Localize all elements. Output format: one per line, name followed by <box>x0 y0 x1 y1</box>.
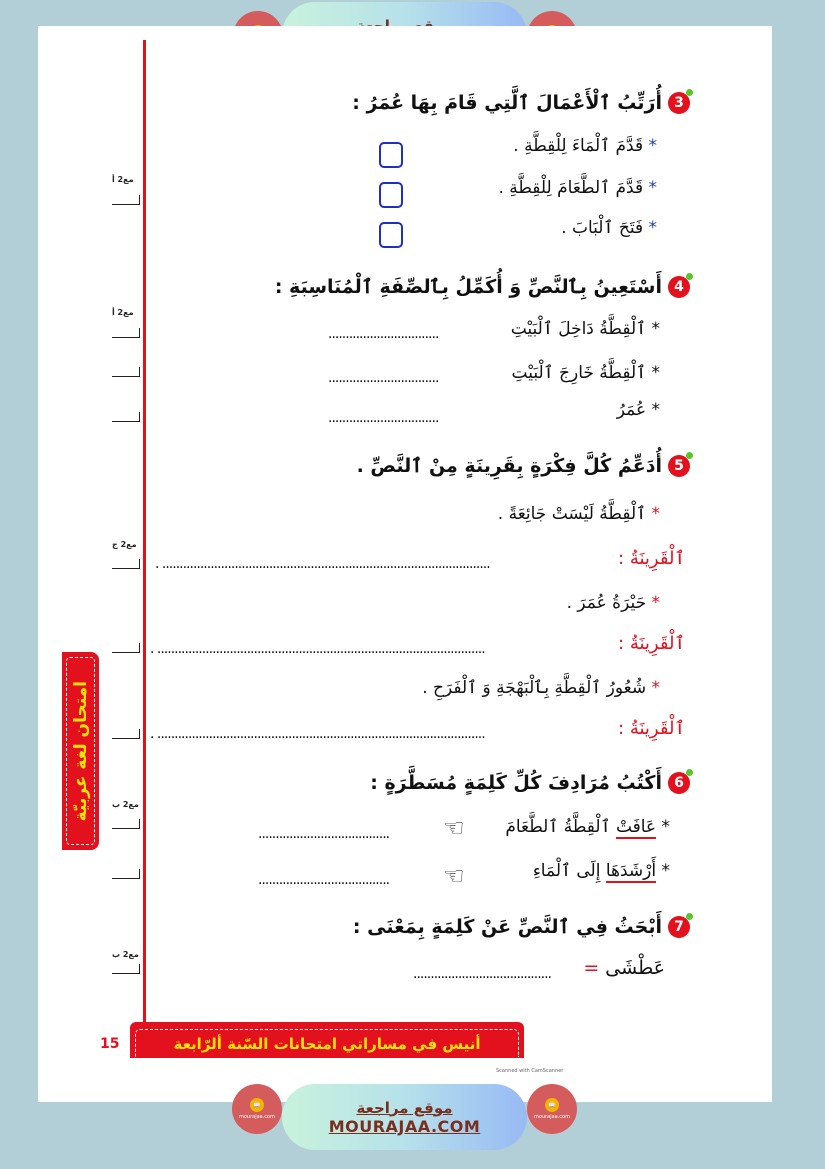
answer-blank[interactable]: ................................ <box>328 370 439 386</box>
score-box[interactable] <box>112 964 140 974</box>
book-icon: 📖 <box>250 1098 264 1112</box>
evidence-label: ٱلْقَرِينَةُ : <box>618 548 685 569</box>
q6-item-1: * عَافَتْ ٱلْقِطَّةُ ٱلطَّعَامَ <box>505 817 670 837</box>
asterisk-icon: * <box>646 678 660 698</box>
asterisk-icon: * <box>656 861 670 881</box>
question-5-title: 5 أُدَعِّمُ كُلَّ فِكْرَةٍ بِقَرِينَةٍ مِنْ ٱلنَّصِّ . <box>357 455 690 477</box>
score-box[interactable] <box>112 328 140 338</box>
asterisk-icon: * <box>643 218 657 238</box>
page-number: 15 <box>100 1036 120 1052</box>
question-3-title: 3 أُرَتِّبُ ٱلْأَعْمَالَ ٱلَّتِي قَامَ بِهَا عُمَرُ : <box>352 92 690 114</box>
answer-blank[interactable]: ................................ <box>328 410 439 426</box>
score-box[interactable] <box>112 819 140 829</box>
evidence-label: ٱلْقَرِينَةُ : <box>618 633 685 654</box>
score-label: مع2 أ <box>112 175 134 184</box>
order-checkbox-1[interactable] <box>379 142 403 168</box>
question-7-title: 7 أَبْحَثُ فِي ٱلنَّصِّ عَنْ كَلِمَةٍ بِمَعْنَى : <box>353 916 690 938</box>
evidence-label: ٱلْقَرِينَةُ : <box>618 718 685 739</box>
asterisk-icon: * <box>646 593 660 613</box>
number-badge: 3 <box>668 92 690 114</box>
score-box[interactable] <box>112 559 140 569</box>
number-badge: 7 <box>668 916 690 938</box>
order-checkbox-2[interactable] <box>379 182 403 208</box>
q3-item-3: * فَتَحَ ٱلْبَابَ . <box>561 218 657 238</box>
asterisk-icon: * <box>646 363 660 383</box>
footer-banner: أنيس في مساراتي امتحانات السّنة ألرّابعة <box>130 1022 524 1058</box>
answer-blank[interactable]: ................................ <box>328 326 439 342</box>
score-label: مع2 ب <box>112 950 139 959</box>
asterisk-icon: * <box>646 319 660 339</box>
evidence-blank[interactable]: . ............................................................................................... <box>150 641 485 657</box>
margin-line <box>143 40 146 1030</box>
underlined-word: أَرْشَدَهَا <box>605 861 657 881</box>
evidence-blank[interactable]: . ............................................................................................... <box>155 556 490 572</box>
score-label: مع2 أ <box>112 308 134 317</box>
pointing-hand-icon: ☜ <box>443 862 465 890</box>
q6-item-2: * أَرْشَدَهَا إِلَى ٱلْمَاءِ <box>532 861 670 881</box>
q3-item-2: * قَدَّمَ ٱلطَّعَامَ لِلْقِطَّةِ . <box>498 178 657 198</box>
equals-sign: = <box>583 957 600 979</box>
underlined-word: عَافَتْ <box>615 817 657 837</box>
q7-word: عَطْشَى = <box>583 957 665 979</box>
synonym-blank[interactable]: ...................................... <box>258 872 390 888</box>
question-4-title: 4 أَسْتَعِينُ بِٱلنَّصِّ وَ أُكَمِّلُ بِٱلصِّفَةِ ٱلْمُنَاسِبَةِ : <box>275 276 690 298</box>
q5-item-1: * ٱلْقِطَّةُ لَيْسَتْ جَائِعَةً . <box>497 504 660 524</box>
logo-left-bottom: 📖 mourajaa.com <box>232 1084 282 1134</box>
asterisk-icon: * <box>643 178 657 198</box>
evidence-blank[interactable]: . ............................................................................................... <box>150 726 485 742</box>
synonym-blank[interactable]: ...................................... <box>258 826 390 842</box>
score-box[interactable] <box>112 643 140 653</box>
asterisk-icon: * <box>656 817 670 837</box>
q5-item-3: * شُعُورُ ٱلْقِطَّةِ بِٱلْبَهْجَةِ وَ ٱلْفَرَحِ . <box>422 678 660 698</box>
score-label: مع2 ج <box>112 540 137 549</box>
q4-item-2: * ٱلْقِطَّةُ خَارِجَ ٱلْبَيْتِ <box>511 363 660 383</box>
order-checkbox-3[interactable] <box>379 222 403 248</box>
subject-side-tab: امتحان لغة عربيّة <box>62 652 99 850</box>
pointing-hand-icon: ☜ <box>443 814 465 842</box>
score-box[interactable] <box>112 729 140 739</box>
meaning-blank[interactable]: ........................................ <box>413 966 552 982</box>
q4-item-3: * عُمَرُ <box>616 400 660 420</box>
score-box[interactable] <box>112 869 140 879</box>
score-box[interactable] <box>112 412 140 422</box>
scanner-note: Scanned with CamScanner <box>496 1068 564 1074</box>
question-6-title: 6 أَكْتُبُ مُرَادِفَ كُلِّ كَلِمَةٍ مُسَطَّرَةٍ : <box>370 772 690 794</box>
watermark-banner-bottom[interactable]: موقع مراجعة MOURAJAA.COM <box>282 1084 527 1150</box>
score-label: مع2 ب <box>112 800 139 809</box>
asterisk-icon: * <box>643 136 657 156</box>
number-badge: 5 <box>668 455 690 477</box>
logo-right-bottom: 📖 mourajaa.com <box>527 1084 577 1134</box>
score-box[interactable] <box>112 367 140 377</box>
q3-item-1: * قَدَّمَ ٱلْمَاءَ لِلْقِطَّةِ . <box>513 136 657 156</box>
q5-item-2: * حَيْرَةُ عُمَرَ . <box>566 593 660 613</box>
asterisk-icon: * <box>646 400 660 420</box>
asterisk-icon: * <box>646 504 660 524</box>
score-box[interactable] <box>112 195 140 205</box>
number-badge: 4 <box>668 276 690 298</box>
q4-item-1: * ٱلْقِطَّةُ دَاخِلَ ٱلْبَيْتِ <box>510 319 660 339</box>
number-badge: 6 <box>668 772 690 794</box>
book-icon: 📖 <box>545 1098 559 1112</box>
